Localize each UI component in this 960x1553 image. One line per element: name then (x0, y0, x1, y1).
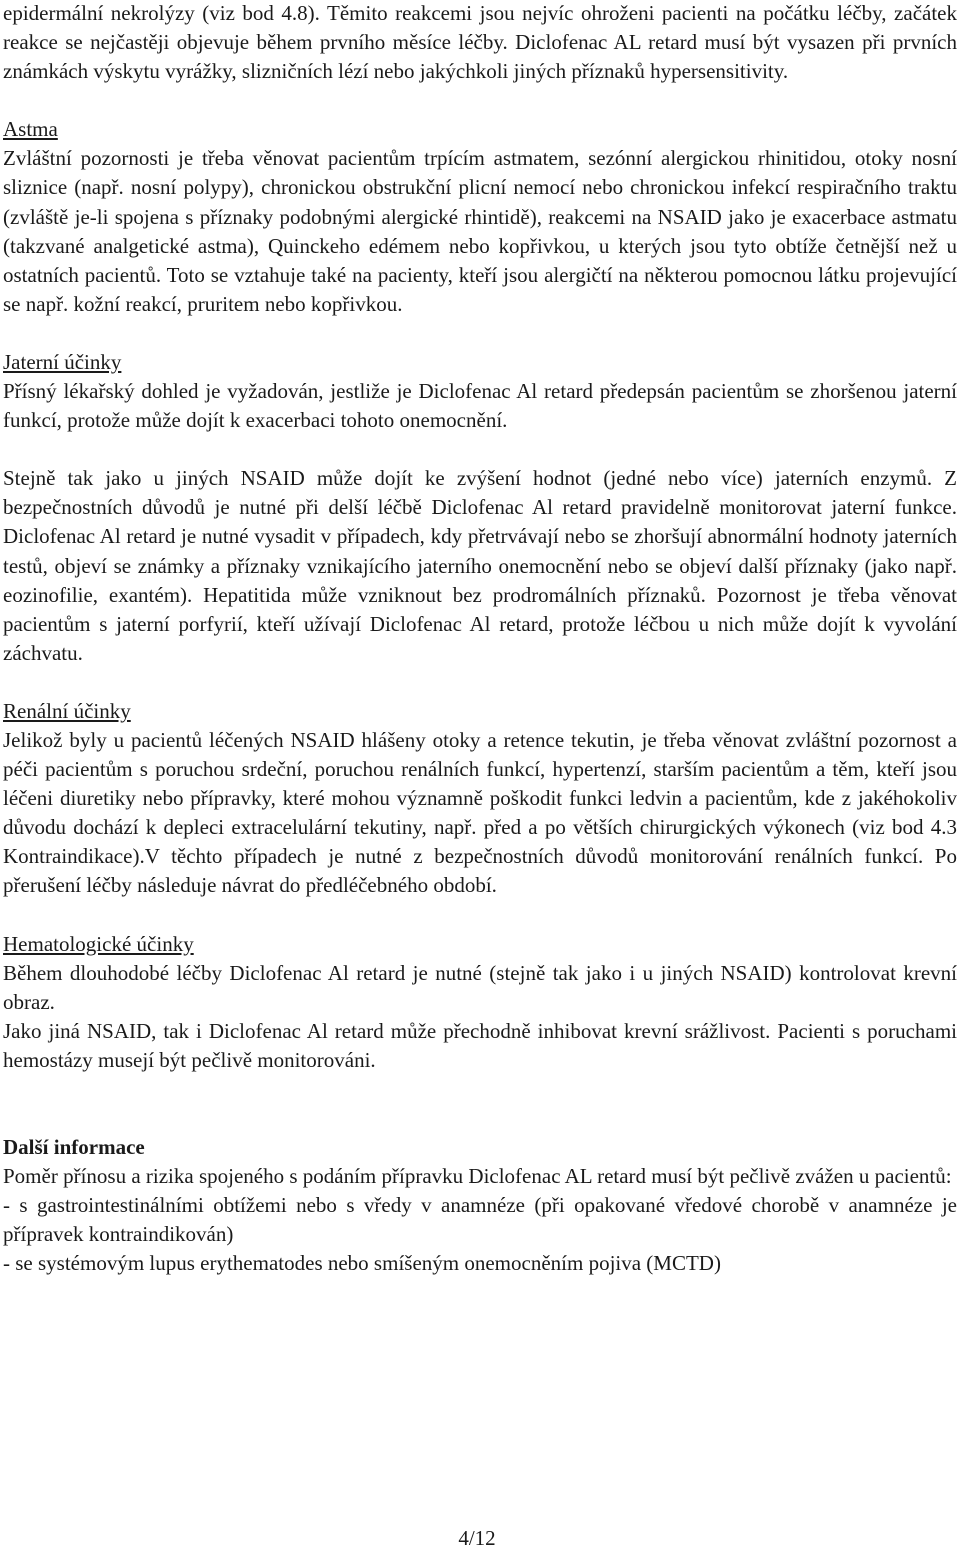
intro-paragraph: epidermální nekrolýzy (viz bod 4.8). Těmito reakcemi jsou nejvíc ohroženi pacienti na počátku léčby, začátek reakce se nejčastěji objevuje během prvního měsíce léčby. Diclofenac AL retard musí být vysazen při prvních známkách výskytu vyrážky, slizničních lézí nebo jakýchkoli jiných příznaků hypersensitivity. (3, 1, 957, 84)
document-page (3, 0, 957, 1278)
hematologicke-paragraph-2: Jako jiná NSAID, tak i Diclofenac Al retard může přechodně inhibovat krevní srážlivost. Pacienti s poruchami hemostázy musejí být pečlivě monitorováni. (3, 1018, 957, 1072)
hematologicke-heading: Hematologické účinky (3, 931, 194, 956)
hematologicke-paragraph-1: Během dlouhodobé léčby Diclofenac Al retard je nutné (stejně tak jako i u jiných NSAID) kontrolovat krevní obraz. (3, 960, 957, 1014)
dalsi-informace-paragraph: Poměr přínosu a rizika spojeného s podáním přípravku Diclofenac AL retard musí být pečlivě zvážen u pacientů: (3, 1164, 952, 1189)
dalsi-informace-heading: Další informace (3, 1135, 145, 1159)
jaterni-paragraph-1: Přísný lékařský dohled je vyžadován, jestliže je Diclofenac Al retard předepsán pacientům se zhoršenou jaterní funkcí, protože může dojít k exacerbaci tohoto onemocnění. (3, 379, 957, 433)
renalni-heading: Renální účinky (3, 698, 131, 723)
astma-paragraph: Zvláštní pozornosti je třeba věnovat pacientům trpícím astmatem, sezónní alergickou rhinitidou, otoky nosní sliznice (např. nosní polypy), chronickou obstrukční plicní nemocí nebo chronickou infekcí respiračního traktu (zvláště je-li spojena s příznaky podobnými alergické rhintidě), reakcemi na NSAID jako je exacerbace astmatu (takzvané analgetické astma), Quinckeho edémem nebo kopřivkou, u kterých jsou tyto obtíže četnější než u ostatních pacientů. Toto se vztahuje také na pacienty, kteří jsou alergičtí na některou pomocnou látku projevující se např. kožní reakcí, pruritem nebo kopřivkou. (3, 146, 957, 316)
astma-heading: Astma (3, 117, 58, 142)
page-number: 4/12 (458, 1526, 496, 1550)
jaterni-paragraph-2: Stejně tak jako u jiných NSAID může dojít ke zvýšení hodnot (jedné nebo více) jaterních enzymů. Z bezpečnostních důvodů je nutné při delší léčbě Diclofenac Al retard pravidelně monitorovat jaterní funkce. Diclofenac Al retard je nutné vysadit v případech, kdy přetrvávají nebo se zhoršují abnormální hodnoty jaterních testů, objeví se známky a příznaky vznikajícího jaterního onemocnění nebo se objeví další příznaky (jako např. eozinofilie, exantém). Hepatitida může vzniknout bez prodromálních příznaků. Pozornost je třeba věnovat pacientům s jaterní porfyrií, kteří užívají Diclofenac Al retard, protože léčbou u nich může dojít k vyvolání záchvatu. (3, 466, 957, 665)
dalsi-informace-item-1: - s gastrointestinálními obtížemi nebo s vředy v anamnéze (při opakované vředové chorobě v anamnéze je přípravek kontraindikován) (3, 1193, 957, 1247)
dalsi-informace-item-2: - se systémovým lupus erythematodes nebo smíšeným onemocněním pojiva (MCTD) (3, 1251, 721, 1276)
jaterni-heading: Jaterní účinky (3, 349, 122, 374)
renalni-paragraph: Jelikož byly u pacientů léčených NSAID hlášeny otoky a retence tekutin, je třeba věnovat zvláštní pozornost a péči pacientům s poruchou srdeční, poruchou renálních funkcí, hypertenzí, starším pacientům a těm, kteří jsou léčeni diuretiky nebo přípravky, které mohou významně poškodit funkci ledvin a pacientům, kde z jakéhokoliv důvodu dochází k depleci extracelulární tekutiny, např. před a po větších chirurgických výkonech (viz bod 4.3 Kontraindikace).V těchto případech je nutné z bezpečnostních důvodů monitorování renálních funkcí. Po přerušení léčby následuje návrat do předléčebného období. (3, 727, 957, 898)
